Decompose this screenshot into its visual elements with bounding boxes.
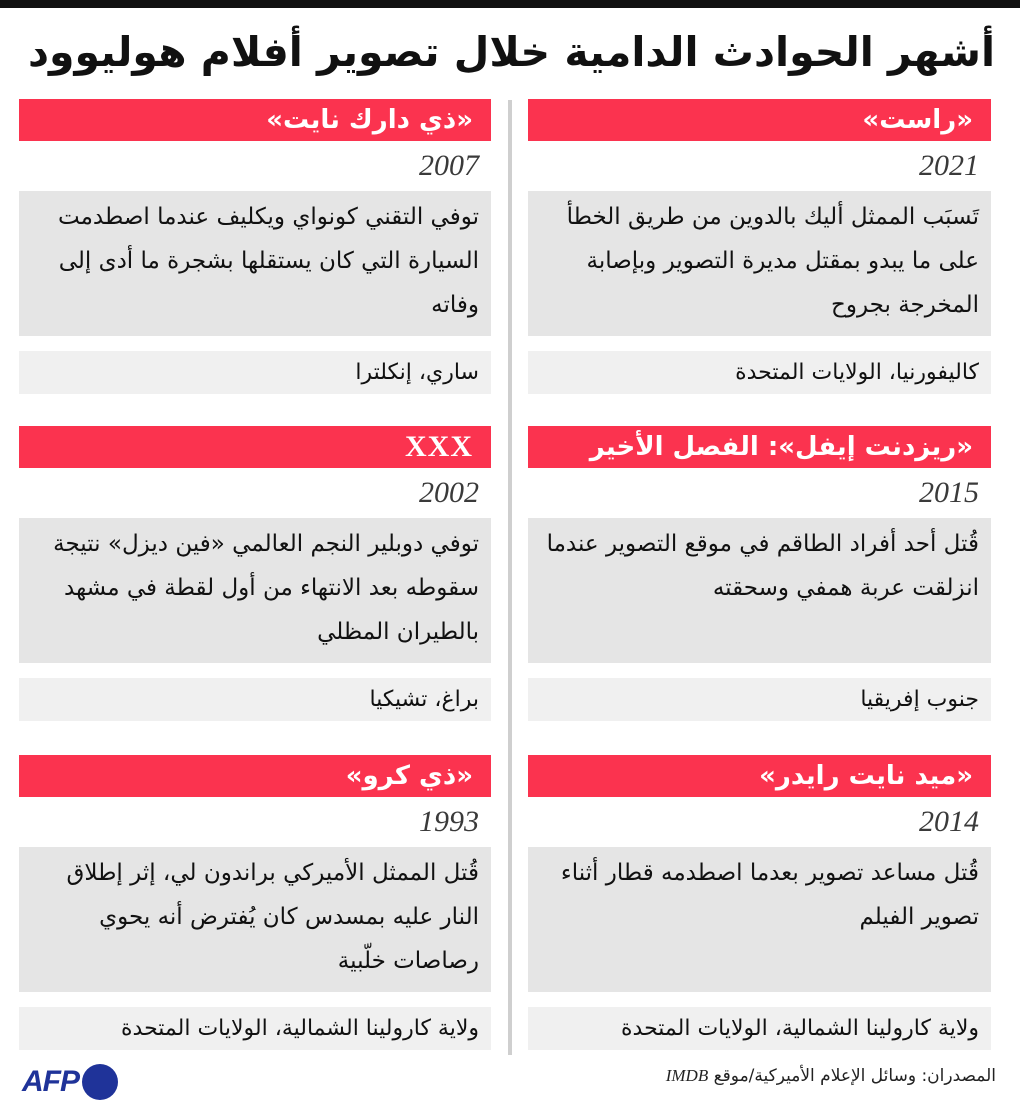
location: جنوب إفريقيا [528, 678, 991, 721]
film-title: «ميد نايت رايدر» [528, 755, 991, 797]
location: ولاية كارولينا الشمالية، الولايات المتحدة [528, 1007, 991, 1050]
year: 1993 [419, 805, 479, 838]
film-title: «ذي دارك نايت» [19, 99, 491, 141]
incident-card-dark-knight [19, 99, 491, 394]
description: قُتل الممثل الأميركي براندون لي، إثر إطلاق النار عليه بمسدس كان يُفترض أنه يحوي رصاصات خلّبية [19, 847, 491, 992]
film-title: XXX [19, 426, 491, 468]
incident-card-rust [528, 99, 991, 394]
description: توفي دوبلير النجم العالمي «فين ديزل» نتيجة سقوطه بعد الانتهاء من أول لقطة في مشهد بالطيران المظلي [19, 518, 491, 663]
source-imdb: IMDB [665, 1066, 709, 1085]
afp-logo-text: AFP [22, 1065, 79, 1098]
description: توفي التقني كونواي ويكليف عندما اصطدمت السيارة التي كان يستقلها بشجرة ما أدى إلى وفاته [19, 191, 491, 336]
source-prefix: المصدران: وسائل الإعلام الأميركية/موقع [713, 1066, 996, 1086]
film-title: «ذي كرو» [19, 755, 491, 797]
incident-card-the-crow [19, 755, 491, 1050]
afp-logo [22, 1064, 118, 1100]
location: ولاية كارولينا الشمالية، الولايات المتحدة [19, 1007, 491, 1050]
film-title: «ريزدنت إيفل»: الفصل الأخير [528, 426, 991, 468]
location: براغ، تشيكيا [19, 678, 491, 721]
year: 2021 [919, 149, 979, 182]
incident-card-xxx [19, 426, 491, 721]
page-title: أشهر الحوادث الدامية خلال تصوير أفلام هوليوود [28, 28, 995, 76]
year: 2015 [919, 476, 979, 509]
column-divider [508, 100, 512, 1055]
description: قُتل مساعد تصوير بعدما اصطدمه قطار أثناء تصوير الفيلم [528, 847, 991, 992]
source-credit [666, 1066, 996, 1086]
description: تَسبَب الممثل أليك بالدوين من طريق الخطأ على ما يبدو بمقتل مديرة التصوير وبإصابة المخرجة بجروح [528, 191, 991, 336]
film-title: «راست» [528, 99, 991, 141]
year: 2002 [419, 476, 479, 509]
incident-card-resident-evil [528, 426, 991, 721]
location: كاليفورنيا، الولايات المتحدة [528, 351, 991, 394]
year: 2007 [419, 149, 479, 182]
top-bar [0, 0, 1020, 8]
description: قُتل أحد أفراد الطاقم في موقع التصوير عندما انزلقت عربة همفي وسحقته [528, 518, 991, 663]
location: ساري، إنكلترا [19, 351, 491, 394]
afp-logo-dot-icon [82, 1064, 118, 1100]
incident-card-midnight-rider [528, 755, 991, 1050]
year: 2014 [919, 805, 979, 838]
